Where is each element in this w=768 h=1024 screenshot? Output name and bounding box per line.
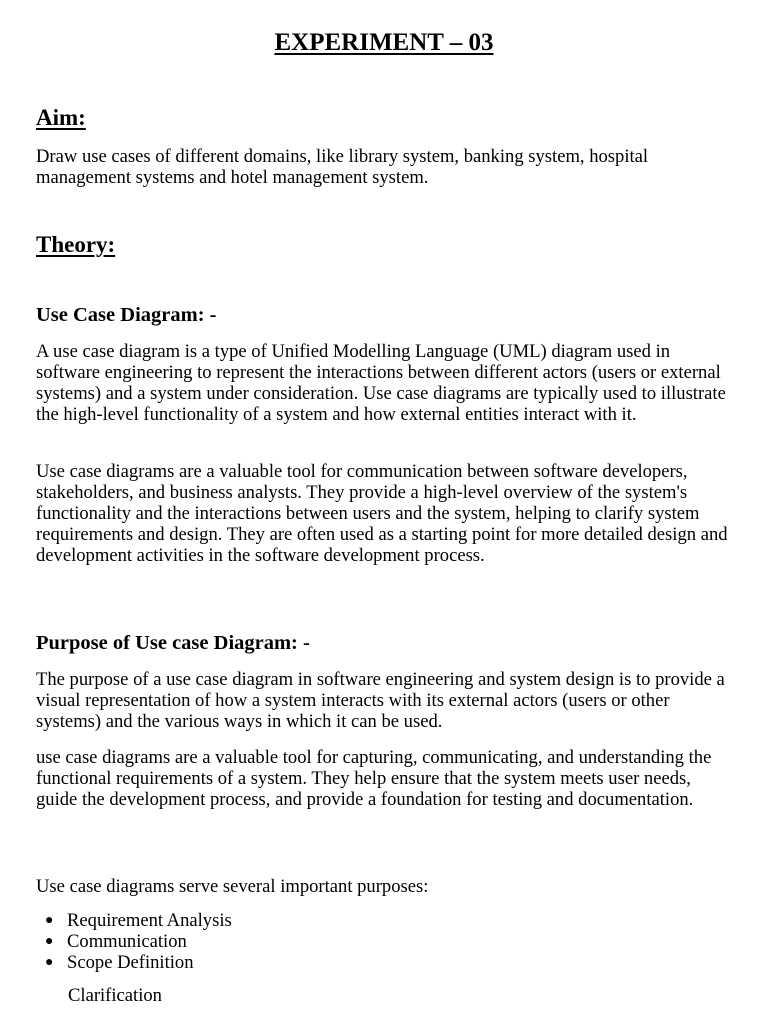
bullet-icon: ● (45, 934, 54, 949)
purpose-paragraph-3: Use case diagrams serve several important purposes: (36, 876, 429, 897)
use-case-paragraph-1: A use case diagram is a type of Unified Modelling Language (UML) diagram used in software engineering to represent the interactions between different actors (users or external systems) and a system under consideration. Use case diagrams are typically used to illustrate the high-level functionality of a system and how external entities interact with it. (36, 341, 726, 425)
bullet-icon: ● (45, 913, 54, 928)
list-item-text: Requirement Analysis (67, 910, 232, 931)
aim-text: Draw use cases of different domains, like library system, banking system, hospital management systems and hotel management system. (36, 146, 649, 188)
purpose-paragraph-1: The purpose of a use case diagram in software engineering and system design is to provide a visual representation of how a system interacts with its external actors (users or other systems) and the various ways in which it can be used. (36, 669, 725, 732)
list-item-text: Communication (67, 931, 187, 952)
purpose-paragraph-2: use case diagrams are a valuable tool for capturing, communicating, and understanding the functional requirements of a system. They help ensure that the system meets user needs, guide the development process, and provide a foundation for testing and documentation. (36, 747, 712, 810)
cut-off-list-item (68, 985, 188, 1008)
list-item (36, 952, 232, 973)
list-item (36, 910, 232, 931)
list-item (36, 931, 232, 952)
use-case-paragraph-2: Use case diagrams are a valuable tool for communication between software developers, stakeholders, and business analysts. They provide a high-level overview of the system's functionality and the interactions between users and the system, helping to clarify system requirements and design. They are often used as a starting point for more detailed design and development activities in the software development process. (36, 461, 728, 566)
aim-heading: Aim: (36, 105, 86, 130)
page-title: EXPERIMENT – 03 (274, 29, 494, 56)
use-case-diagram-heading: Use Case Diagram: - (36, 304, 217, 326)
bullet-icon: ● (45, 955, 54, 970)
theory-heading: Theory: (36, 232, 116, 257)
list-item-text: Scope Definition (67, 952, 194, 973)
cut-off-text: Clarification (68, 985, 162, 1006)
purpose-heading: Purpose of Use case Diagram: - (36, 632, 310, 654)
purposes-list (36, 910, 232, 973)
